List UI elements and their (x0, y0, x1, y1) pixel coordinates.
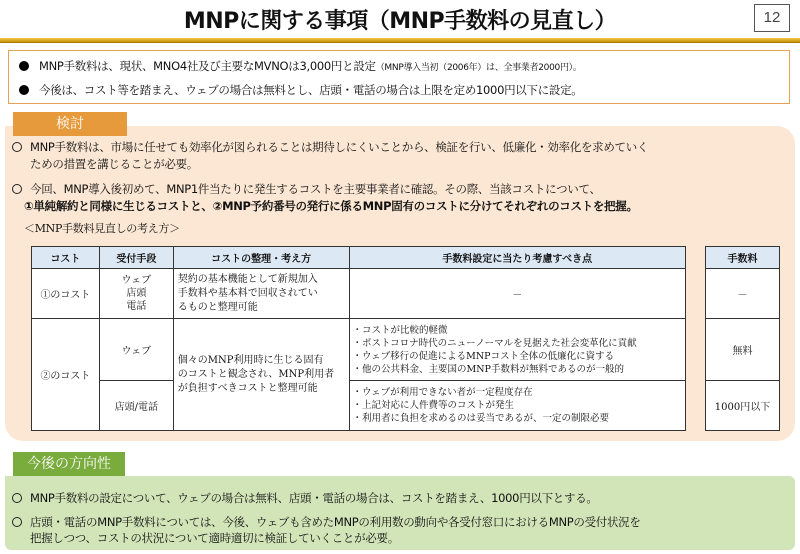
future-item-1: MNP手数料の設定について、ウェブの場合は無料、店頭・電話の場合は、コストを踏まえ、1000円以下とする。 (12, 490, 598, 507)
section-tab-kentou: 検討 (13, 112, 127, 136)
fee-cell: － (706, 269, 780, 319)
circle-bullet-icon (12, 142, 22, 152)
cost-table (31, 246, 686, 431)
summary-item: MNP手数料は、現状、MNO4社及び主要なMVNOは3,000円と設定（MNP導入当初（2006年）は、全事業者2000円）。 (19, 54, 779, 78)
page-title: MNPに関する事項（MNP手数料の見直し） (183, 9, 617, 34)
circle-bullet-icon (12, 493, 22, 503)
page-number: 12 (754, 4, 790, 32)
future-item-2: 店頭・電話のMNP手数料については、今後、ウェブも含めたMNPの利用数の動向や各受付窓口におけるMNPの受付状況を (12, 514, 641, 531)
cell-considerations-store: ・ウェブが利用できない者が一定程度存在 ・上記対応に人件費等のコストが発生 ・利用者に負担を求めるのは妥当であるが、一定の制限必要 (349, 381, 685, 431)
fee-cell: 無料 (706, 319, 780, 381)
col-header-channel: 受付手段 (99, 247, 173, 269)
kentou-paragraph-1-cont: ための措置を講じることが必要。 (30, 157, 198, 171)
header-divider (0, 38, 800, 43)
kentou-paragraph-2: 今回、MNP導入後初めて、MNP1件当たりに発生するコストを主要事業者に確認。その際、当該コストについて、 (12, 181, 601, 198)
table-caption: ＜MNP手数料見直しの考え方＞ (24, 222, 180, 235)
summary-box (8, 50, 790, 104)
cell-rationale: 契約の基本機能として新規加入 手数料や基本料で回収されてい るものと整理可能 (173, 269, 349, 319)
col-header-cost: コスト (32, 247, 100, 269)
section-tab-future: 今後の方向性 (13, 452, 125, 476)
cell-rationale: 個々のMNP利用時に生じる固有 のコストと観念され、MNP利用者 が負担すべきコストと整理可能 (173, 319, 349, 431)
fee-cell: 1000円以下 (706, 381, 780, 431)
cell-considerations: － (349, 269, 685, 319)
bullet-icon (19, 61, 29, 71)
table-header-row (32, 247, 686, 269)
table-row (32, 381, 686, 431)
circle-bullet-icon (12, 184, 22, 194)
summary-item: 今後は、コスト等を踏まえ、ウェブの場合は無料とし、店頭・電話の場合は上限を定め1000円以下に設定。 (19, 78, 779, 102)
cell-channels: ウェブ 店頭 電話 (99, 269, 173, 319)
fee-header: 手数料 (706, 247, 780, 269)
bullet-icon (19, 85, 29, 95)
kentou-paragraph-1: MNP手数料は、市場に任せても効率化が図られることは期待しにくいことから、検証を行い、低廉化・効率化を求めていく (12, 139, 648, 156)
col-header-considerations: 手数料設定に当たり考慮すべき点 (349, 247, 685, 269)
col-header-rationale: コストの整理・考え方 (173, 247, 349, 269)
table-row (32, 269, 686, 319)
cell-channel-web: ウェブ (99, 319, 173, 381)
future-item-2-cont: 把握しつつ、コストの状況について適時適切に検証していくことが必要。 (30, 531, 399, 545)
cell-channel-store: 店頭/電話 (99, 381, 173, 431)
kentou-paragraph-2-cont: ①単純解約と同様に生じるコストと、②MNP予約番号の発行に係るMNP固有のコストに分けてそれぞれのコストを把握。 (24, 199, 638, 213)
circle-bullet-icon (12, 517, 22, 527)
cell-cost: ②のコスト (32, 319, 100, 431)
cell-considerations-web: ・コストが比較的軽微 ・ポストコロナ時代のニューノーマルを見据えた社会変革化に貢献 ・ウェブ移行の促進によるMNPコスト全体の低廉化に資する ・他の公共料金、主要国のMNP手数料が無料であるのが一般的 (349, 319, 685, 381)
cell-cost: ①のコスト (32, 269, 100, 319)
table-row (32, 319, 686, 381)
fee-table (705, 246, 780, 431)
